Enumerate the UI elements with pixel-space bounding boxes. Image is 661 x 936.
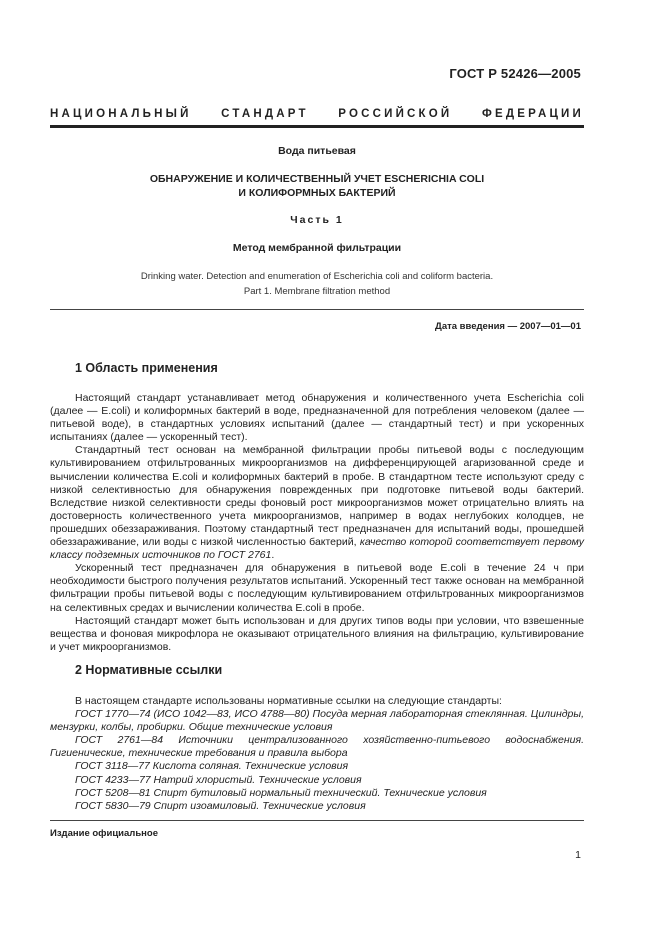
document-subject: Вода питьевая xyxy=(278,145,356,157)
title-line-2: И КОЛИФОРМНЫХ БАКТЕРИЙ xyxy=(238,187,396,199)
method-title: Метод мембранной фильтрации xyxy=(232,242,402,254)
normative-reference: ГОСТ 1770—74 (ИСО 1042—83, ИСО 4788—80) Посуда мерная лабораторная стеклянная. Цилиндры, мензурки, колбы, пробирки. Общие технические условия xyxy=(50,708,585,734)
paragraph-italic-text: качество которой соответствует первому классу подземных источников по ГОСТ 2761 xyxy=(50,536,585,562)
normative-reference: ГОСТ 3118—77 Кислота соляная. Технические условия xyxy=(75,760,349,773)
introduction-date: Дата введения — 2007—01—01 xyxy=(435,321,581,332)
part-label: Часть 1 xyxy=(290,214,344,226)
title-block-rule xyxy=(50,309,584,310)
normative-reference: ГОСТ 5830—79 Спирт изоамиловый. Технические условия xyxy=(75,799,366,812)
document-title xyxy=(50,172,584,200)
national-standard-header: НАЦИОНАЛЬНЫЙ СТАНДАРТ РОССИЙСКОЙ ФЕДЕРАЦИИ xyxy=(50,108,584,120)
edition-label: Издание официальное xyxy=(50,828,158,839)
title-line-1: ОБНАРУЖЕНИЕ И КОЛИЧЕСТВЕННЫЙ УЧЕТ ESCHERICHIA COLI xyxy=(149,173,485,185)
section-2-body xyxy=(50,695,584,813)
normative-reference: ГОСТ 2761—84 Источники централизованного хозяйственно-питьевого водоснабжения. Гигиенические, технические требования и правила выбора xyxy=(50,734,584,760)
section-1-heading: 1 Область применения xyxy=(75,361,218,375)
section-2-heading: 2 Нормативные ссылки xyxy=(75,663,223,677)
paragraph-text: Стандартный тест основан на мембранной фильтрации пробы питьевой воды с последующим культивированием отфильтрованных микроорганизмов на дифференцирующей агаризованной среде и вычислении количества E.coli и колиформных бактерий в пробе. В стандартном тесте используют среду с низкой селективностью для обнаружения поврежденных при подготовке питьевой воды бактерий. Вследствие низкой селективности среды фоновый рост микроорганизмов может отрицательно влиять на достоверность количественного учета микроорганизмов, например в водах неглубоких колодцев, не прошедших обеззараживания. Поэтому стандартный тест предназначен для испытаний воды, прошедшей обеззараживание, или воды с низкой численностью бактерий, xyxy=(50,444,584,549)
section-1-paragraph: Настоящий стандарт устанавливает метод обнаружения и количественного учета Escherichia coli (далее — E.coli) и колиформных бактерий в воде, предназначенной для потребления человеком (далее — питьевой воде), в стандартных условиях испытаний (далее — стандартный тест) и при ускоренных испытаниях (далее — ускоренный тест). xyxy=(50,392,584,444)
header-rule xyxy=(50,125,584,128)
normative-reference: ГОСТ 4233—77 Натрий хлористый. Технические условия xyxy=(75,773,362,786)
section-1-paragraph: Настоящий стандарт может быть использован и для других типов воды при условии, что взвешенные вещества и фоновая микрофлора не оказывают отрицательного влияния на фильтрацию, культивирование и учет микроорганизмов. xyxy=(50,614,584,653)
section-1-paragraph xyxy=(50,444,584,562)
english-title-line-2: Part 1. Membrane filtration method xyxy=(243,286,391,297)
document-number: ГОСТ Р 52426—2005 xyxy=(449,66,581,81)
page-number: 1 xyxy=(575,849,581,861)
footer-rule xyxy=(50,820,584,821)
english-title xyxy=(50,269,584,299)
section-2-intro: В настоящем стандарте использованы нормативные ссылки на следующие стандарты: xyxy=(75,695,502,707)
section-1-paragraph: Ускоренный тест предназначен для обнаружения в питьевой воде E.coli в течение 24 ч при необходимости быстрого получения результатов испытаний. Ускоренный тест также основан на мембранной фильтрации пробы питьевой воды с последующим культивированием отфильтрованных микроорганизмов на селективных средах и вычислении количества E.coli в пробе. xyxy=(50,562,584,614)
english-title-line-1: Drinking water. Detection and enumeration of Escherichia coli and coliform bacteria. xyxy=(140,271,494,282)
section-1-body xyxy=(50,392,584,654)
paragraph-text: . xyxy=(271,549,275,562)
normative-reference: ГОСТ 5208—81 Спирт бутиловый нормальный технический. Технические условия xyxy=(75,786,487,799)
